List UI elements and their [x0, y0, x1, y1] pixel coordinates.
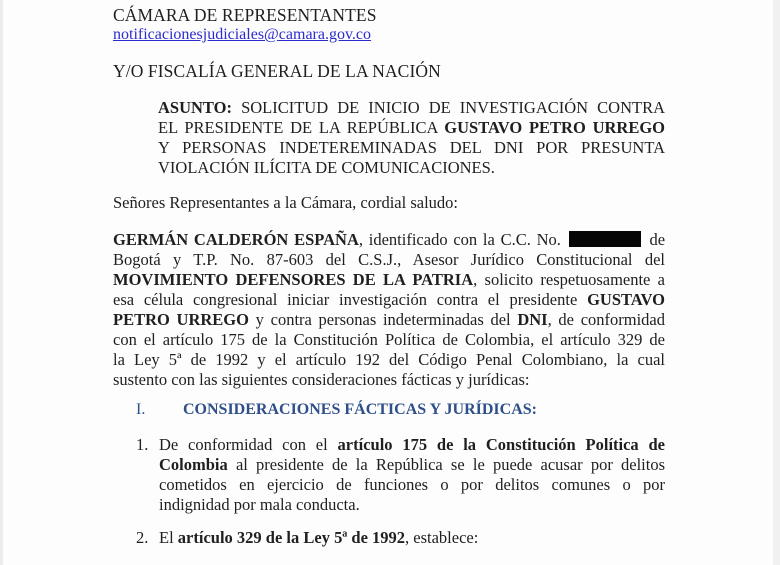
list-item-number: 2. — [136, 528, 149, 547]
intro-line-6: con el artículo 175 de la Constitución Política de Colombia, el artículo 329 de — [113, 330, 665, 349]
intro-line-2: Bogotá y T.P. No. 87-603 del C.S.J., Asesor Jurídico Constitucional del — [113, 250, 665, 269]
item-1-line-3: cometidos en ejercicio de funciones o por delitos comunes o por — [159, 475, 665, 494]
item-1-line-2: Colombia al presidente de la República se le puede acusar por delitos — [159, 455, 666, 474]
subject-line-2: EL PRESIDENTE DE LA REPÚBLICA GUSTAVO PETRO URREGO — [158, 118, 666, 137]
item-1-line-4: indignidad por mala conducta. — [159, 495, 360, 514]
intro-line-8: sustento con las siguientes consideraciones fácticas y jurídicas: — [113, 370, 530, 389]
subject-line-1: ASUNTO: SOLICITUD DE INICIO DE INVESTIGACIÓN CONTRA — [158, 98, 666, 117]
petitioner-name: GERMÁN CALDERÓN ESPAÑA — [113, 230, 359, 249]
section-number: I. — [136, 401, 146, 418]
item-1-line-1: De conformidad con el artículo 175 de la Constitución Política de — [159, 435, 665, 454]
intro-line-1: GERMÁN CALDERÓN ESPAÑA, identificado con la C.C. No. de — [113, 230, 666, 249]
subject-line-3: Y PERSONAS INDETEREMINADAS DEL DNI POR PRESUNTA — [158, 138, 665, 157]
subject-president-name: GUSTAVO PETRO URREGO — [444, 118, 666, 137]
recipient-email-link[interactable]: notificacionesjudiciales@camara.gov.co — [113, 26, 372, 43]
recipient-chamber: CÁMARA DE REPRESENTANTES — [113, 5, 377, 25]
list-item-number: 1. — [136, 435, 149, 454]
intro-line-3: MOVIMIENTO DEFENSORES DE LA PATRIA, solicito respetuosamente a — [113, 270, 665, 289]
greeting: Señores Representantes a la Cámara, cordial saludo: — [113, 193, 459, 212]
subject-line-4: VIOLACIÓN ILÍCITA DE COMUNICACIONES. — [158, 158, 495, 177]
item-2-line-1: El artículo 329 de la Ley 5ª de 1992, establece: — [159, 528, 479, 547]
intro-line-5: PETRO URREGO y contra personas indeterminadas del DNI, de conformidad — [113, 310, 666, 329]
alt-recipient: Y/O FISCALÍA GENERAL DE LA NACIÓN — [113, 61, 441, 81]
redacted-id-number — [569, 231, 641, 247]
section-title: CONSIDERACIONES FÁCTICAS Y JURÍDICAS: — [183, 401, 537, 418]
intro-line-7: la Ley 5ª de 1992 y el artículo 192 del Código Penal Colombiano, la cual — [113, 350, 665, 369]
cutoff-heading-line — [113, 0, 543, 4]
movement-name: MOVIMIENTO DEFENSORES DE LA PATRIA — [113, 270, 474, 289]
intro-line-4: esa célula congresional iniciar investigación contra el presidente GUSTAVO — [113, 290, 665, 309]
subject-label: ASUNTO: — [158, 98, 232, 117]
